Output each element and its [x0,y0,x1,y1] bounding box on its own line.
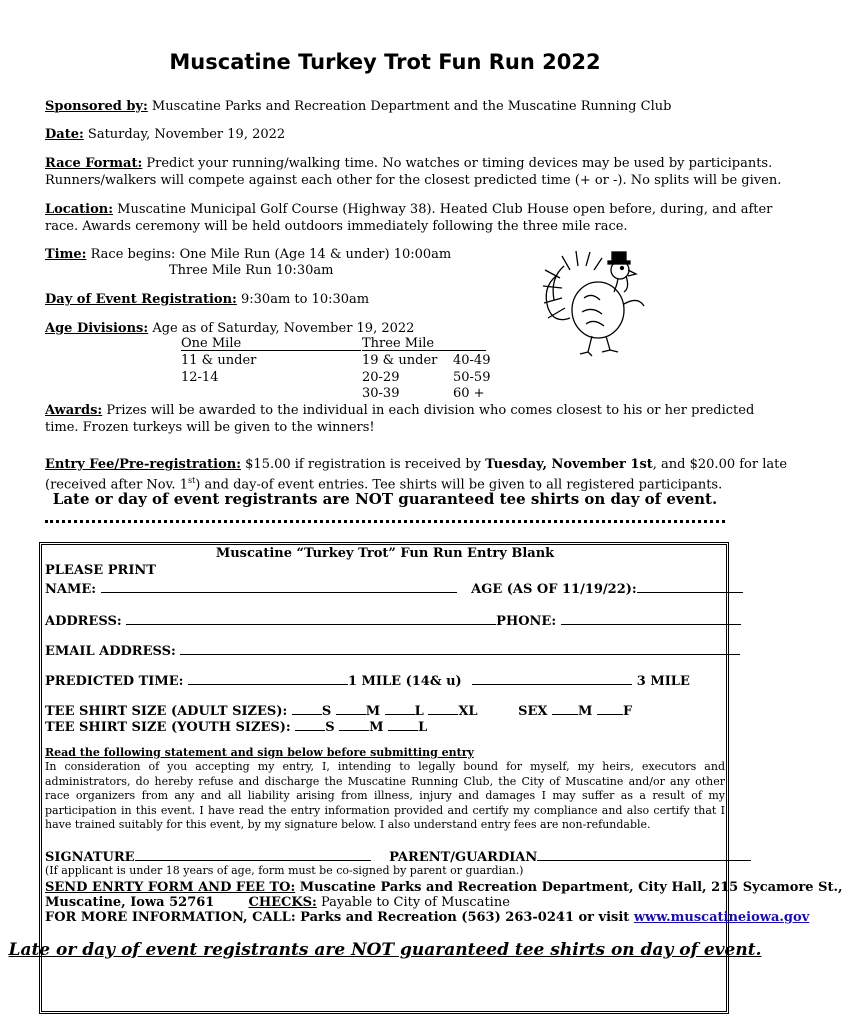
race-format-text1: Predict your running/walking time. No watches or timing devices may be used by participants. [146,156,773,171]
time-text1: Race begins: One Mile Run (Age 14 & under) 10:00am [90,247,452,262]
adult-xl-field[interactable] [428,702,458,715]
adult-l-field[interactable] [385,702,415,715]
please-print: PLEASE PRINT [45,563,156,578]
day-registration-label: Day of Event Registration: [45,292,237,307]
three-mile-div-2: 20-29 [362,370,400,385]
entry-fee-text2b: ) and day-of event entries. Tee shirts will be given to all registered participants. [195,477,723,493]
day-registration-text: 9:30am to 10:30am [241,292,370,307]
entry-fee-text1a: $15.00 if registration is received by [245,457,481,472]
signature-field[interactable] [135,848,371,861]
adult-shirt-label: TEE SHIRT SIZE (ADULT SIZES): [45,704,288,719]
entry-fee-text1c: , and $20.00 for late [652,457,788,472]
date-label: Date: [45,127,84,142]
three-mile-div-4: 40-49 [453,353,491,368]
entry-fee-text2a: (received after Nov. 1 [45,477,188,493]
date-line [45,126,285,143]
three-mile-label: 3 MILE [636,674,690,689]
adult-m-label: M [365,704,381,719]
parent-label: PARENT/GUARDIAN [389,850,538,865]
adult-s-field[interactable] [292,702,322,715]
name-row [45,580,743,597]
address-label: ADDRESS: [45,614,122,629]
age-divisions-text: Age as of Saturday, November 19, 2022 [152,321,415,336]
info-text: FOR MORE INFORMATION, CALL: Parks and Recreation (563) 263-0241 or visit [45,910,630,925]
youth-shirt-label: TEE SHIRT SIZE (YOUTH SIZES): [45,720,291,735]
checks-label: CHECKS: [248,895,317,910]
entry-fee-sup: st [187,476,196,485]
day-registration-line [45,291,369,308]
entry-fee-deadline: Tuesday, November 1st [485,457,653,472]
send-label: SEND ENRTY FORM AND FEE TO: [45,880,296,895]
signature-label: SIGNATURE [45,850,135,865]
three-mile-div-6: 60 + [453,386,485,401]
sex-m-field[interactable] [552,702,578,715]
address-field[interactable] [126,612,496,625]
adult-s-label: S [321,704,332,719]
send-row [45,880,843,895]
entry-fee-line1 [45,456,787,473]
sponsored-line [45,98,671,115]
predicted-one-mile-field[interactable] [188,672,348,685]
awards-label: Awards: [45,403,103,418]
awards-line1 [45,402,754,419]
name-label: NAME: [45,582,97,597]
website-link[interactable]: www.muscatineiowa.gov [633,910,810,925]
age-label: AGE (AS OF 11/19/22): [471,582,637,597]
youth-m-label: M [369,720,384,735]
one-mile-header: One Mile [181,335,361,351]
adult-shirt-row [45,702,632,719]
one-mile-div-2: 12-14 [181,370,219,385]
turkey-mascot-icon [540,248,660,360]
age-field[interactable] [637,580,743,593]
address-row [45,612,741,629]
waiver-text: In consideration of you accepting my entry, I, intending to legally bound for myself, my heirs, executors and administrators, do hereby refuse and discharge the Muscatine Running Club, the City of Muscatine and/or any other race organizers from any and all liability arising from illness, injury and damages I may suffer as a result of my participation in this event. I have read the entry information provided and certify my compliance and also certify that I have trained suitably for this event, by my signature below. I also understand entry fees are non-refundable. [45,760,725,831]
one-mile-label: 1 MILE (14& u) [347,674,462,689]
youth-shirt-row [45,718,427,735]
entry-fee-label: Entry Fee/Pre-registration: [45,457,242,472]
three-mile-div-5: 50-59 [453,370,491,385]
page-title: Muscatine Turkey Trot Fun Run 2022 [169,50,601,74]
cut-line [45,512,725,523]
three-mile-div-1: 19 & under [362,353,438,368]
race-format-label: Race Format: [45,156,143,171]
checks-text: Payable to City of Muscatine [321,895,510,910]
sex-f-label: F [622,704,633,719]
parent-signature-field[interactable] [537,848,751,861]
name-field[interactable] [101,580,457,593]
sponsored-text: Muscatine Parks and Recreation Department and the Muscatine Running Club [151,99,672,114]
adult-xl-label: XL [458,704,478,719]
under-18-note: (If applicant is under 18 years of age, form must be co-signed by parent or guardian.) [45,864,524,877]
race-format-line2: Runners/walkers will compete against each other for the closest predicted time (+ or -). No splits will be given. [45,173,782,188]
adult-m-field[interactable] [336,702,366,715]
location-line2: race. Awards ceremony will be held outdoors immediately following the three mile race. [45,219,628,234]
location-line1 [45,201,772,218]
awards-text1: Prizes will be awarded to the individual in each division who comes closest to his or her predicted [106,403,755,418]
three-mile-header: Three Mile [362,335,486,351]
sex-label: SEX [518,704,548,719]
email-row [45,642,740,659]
youth-l-field[interactable] [388,718,418,731]
three-mile-div-3: 30-39 [362,386,400,401]
youth-l-label: L [418,720,428,735]
youth-s-field[interactable] [295,718,325,731]
time-label: Time: [45,247,87,262]
age-divisions-label: Age Divisions: [45,321,149,336]
send-text: Muscatine Parks and Recreation Department, City Hall, 215 Sycamore St., [299,880,843,895]
location-text1: Muscatine Municipal Golf Course (Highway 38). Heated Club House open before, during, and after [117,202,773,217]
sex-m-label: M [578,704,593,719]
race-format-line1 [45,155,772,172]
adult-l-label: L [414,704,424,719]
youth-m-field[interactable] [339,718,369,731]
city-row [45,895,510,910]
youth-s-label: S [325,720,335,735]
email-field[interactable] [180,642,740,655]
warning-top: Late or day of event registrants are NOT guaranteed tee shirts on day of event. [52,490,718,508]
predicted-label: PREDICTED TIME: [45,674,184,689]
awards-line2: time. Frozen turkeys will be given to the winners! [45,420,375,435]
warning-bottom: Late or day of event registrants are NOT guaranteed tee shirts on day of event. [8,940,762,960]
email-label: EMAIL ADDRESS: [45,644,176,659]
predicted-row [45,672,690,689]
city-text: Muscatine, Iowa 52761 [45,895,215,910]
date-text: Saturday, November 19, 2022 [87,127,286,142]
sponsored-label: Sponsored by: [45,99,148,114]
phone-label: PHONE: [496,614,557,629]
predicted-three-mile-field[interactable] [472,672,632,685]
sex-f-field[interactable] [597,702,623,715]
read-statement: Read the following statement and sign below before submitting entry [45,746,474,759]
location-label: Location: [45,202,114,217]
info-row [45,910,809,925]
time-line1 [45,246,451,263]
phone-field[interactable] [561,612,741,625]
time-line2: Three Mile Run 10:30am [169,263,334,278]
signature-row [45,848,751,865]
form-title: Muscatine “Turkey Trot” Fun Run Entry Blank [215,546,555,561]
one-mile-div-1: 11 & under [181,353,257,368]
